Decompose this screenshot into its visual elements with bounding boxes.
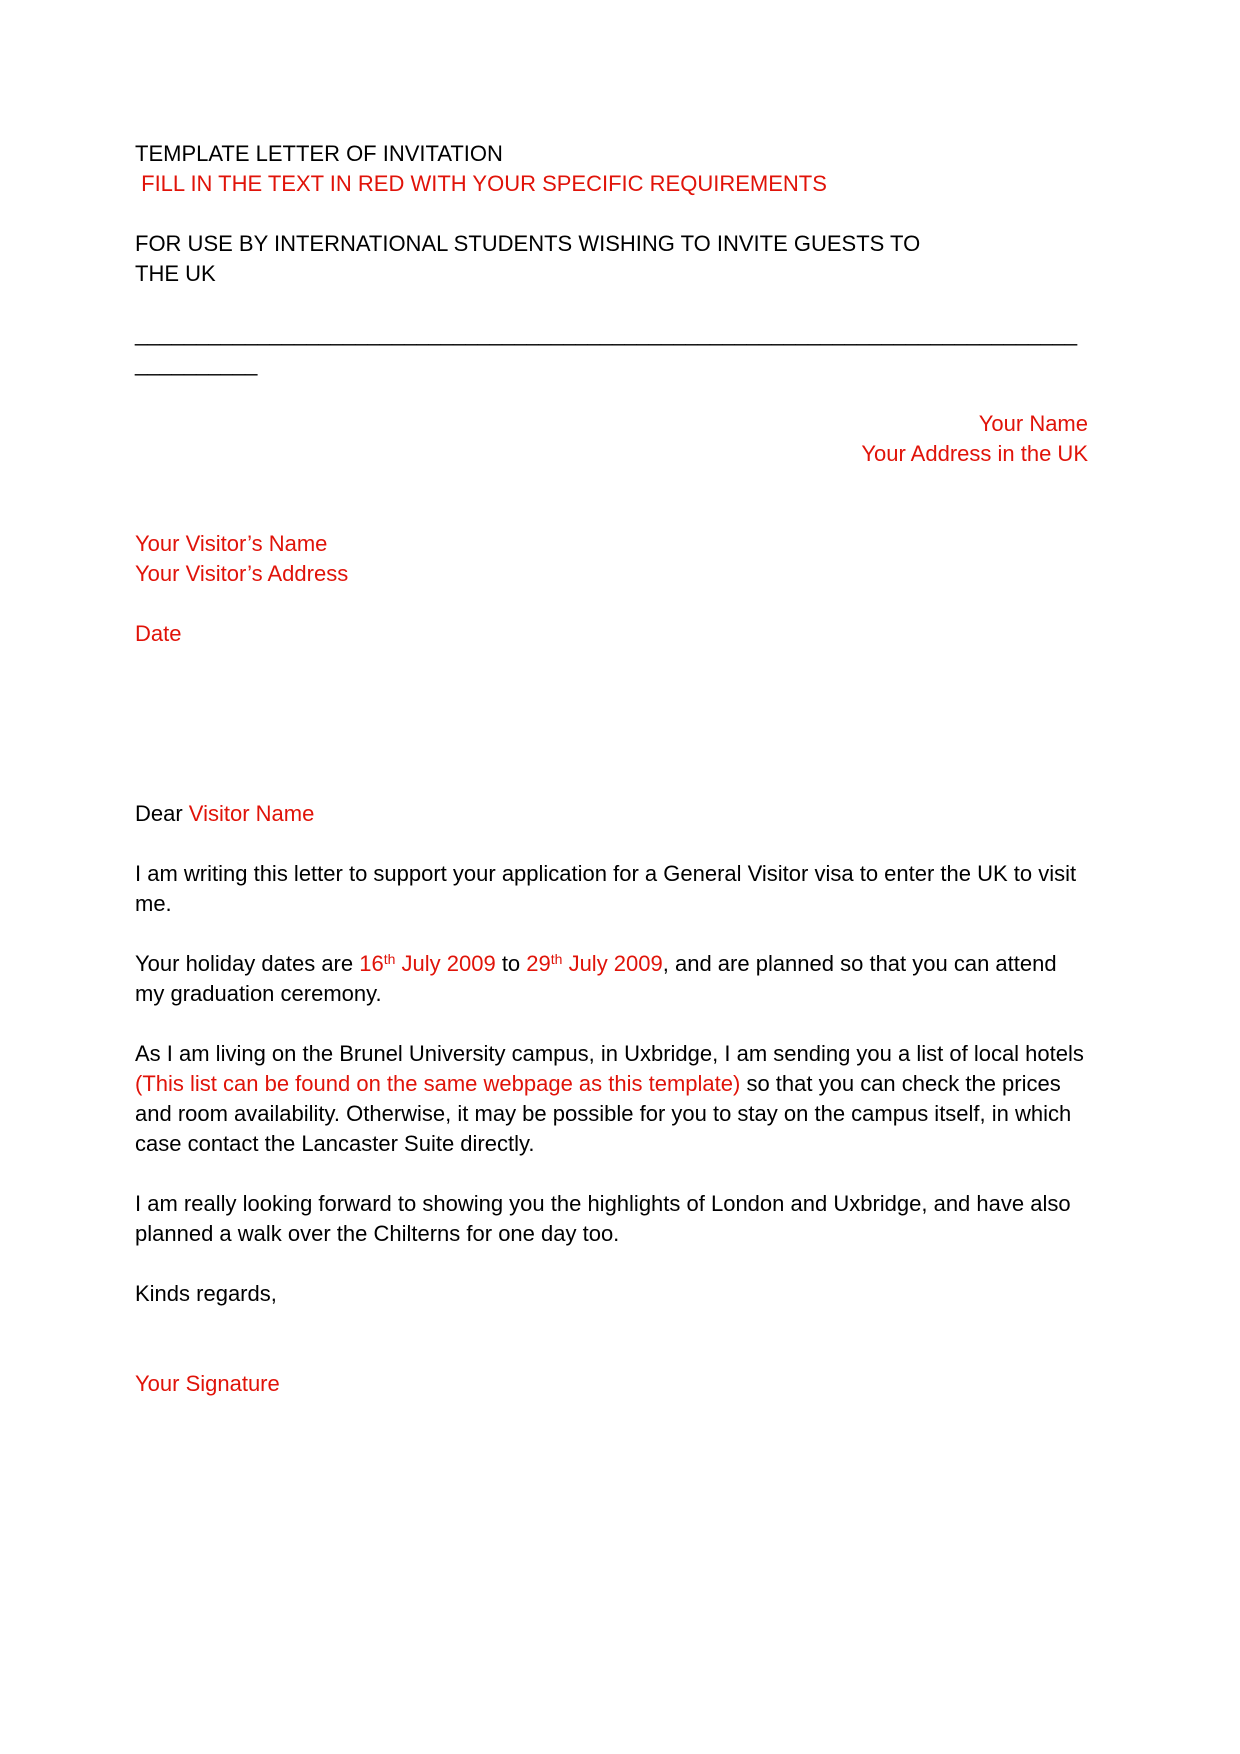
sender-address: Your Address in the UK <box>861 441 1088 466</box>
hotels-part2: so that you can check the prices and room availability. Otherwise, it may be possible for you to stay on the campus itself, in which case contact the Lancaster Suite directly. <box>135 1071 1078 1156</box>
spacer <box>135 289 1088 319</box>
closing: Kinds regards, <box>135 1281 277 1306</box>
visitor-name: Your Visitor’s Name <box>135 531 328 556</box>
holiday-date2-day: 29 <box>526 951 551 976</box>
spacer <box>135 379 1088 409</box>
salutation <box>135 799 1088 829</box>
spacer <box>135 589 1088 619</box>
holiday-suffix: , and are planned so that you can attend my graduation ceremony. <box>135 951 1063 1006</box>
divider-line-long: _____________________________________________________________________________ <box>135 321 1078 346</box>
holiday-prefix: Your holiday dates are <box>135 951 360 976</box>
salutation-visitor-name: Visitor Name <box>188 801 315 826</box>
audience-line-2: THE UK <box>135 261 216 286</box>
holiday-date2-rest: July 2009 <box>562 951 663 976</box>
audience-line-1: FOR USE BY INTERNATIONAL STUDENTS WISHING TO INVITE GUESTS TO <box>135 231 921 256</box>
spacer <box>135 469 1088 529</box>
divider-line-short: __________ <box>135 351 258 376</box>
spacer <box>135 919 1088 949</box>
holiday-date1-day: 16 <box>359 951 384 976</box>
spacer <box>135 199 1088 229</box>
sender-name: Your Name <box>978 411 1088 436</box>
paragraph-intro: I am writing this letter to support your application for a General Visitor visa to enter the UK to visit me. <box>135 861 1083 916</box>
audience-statement <box>135 229 1088 289</box>
page-title: TEMPLATE LETTER OF INVITATION <box>135 141 503 166</box>
hotels-part1: As I am living on the Brunel University campus, in Uxbridge, I am sending you a list of local hotels <box>135 1041 1091 1066</box>
spacer <box>135 1249 1088 1279</box>
holiday-connector: to <box>495 951 527 976</box>
spacer <box>135 829 1088 859</box>
paragraph-holiday-dates <box>135 949 1088 1009</box>
spacer <box>135 1309 1088 1369</box>
date-placeholder: Date <box>135 621 182 646</box>
paragraph-hotels <box>135 1039 1091 1159</box>
hotels-red-note: (This list can be found on the same webpage as this template) <box>135 1071 741 1096</box>
red-instruction: FILL IN THE TEXT IN RED WITH YOUR SPECIFIC REQUIREMENTS <box>135 171 827 196</box>
paragraph-highlights: I am really looking forward to showing you the highlights of London and Uxbridge, and have also planned a walk over the Chilterns for one day too. <box>135 1191 1077 1246</box>
spacer <box>135 1159 1088 1189</box>
signature-placeholder: Your Signature <box>135 1371 280 1396</box>
visitor-address: Your Visitor’s Address <box>135 561 349 586</box>
holiday-date1-ordinal: th <box>383 951 396 967</box>
holiday-date2-ordinal: th <box>550 951 563 967</box>
spacer <box>135 649 1088 799</box>
spacer <box>135 1009 1088 1039</box>
salutation-prefix: Dear <box>135 801 189 826</box>
holiday-date1-rest: July 2009 <box>395 951 496 976</box>
